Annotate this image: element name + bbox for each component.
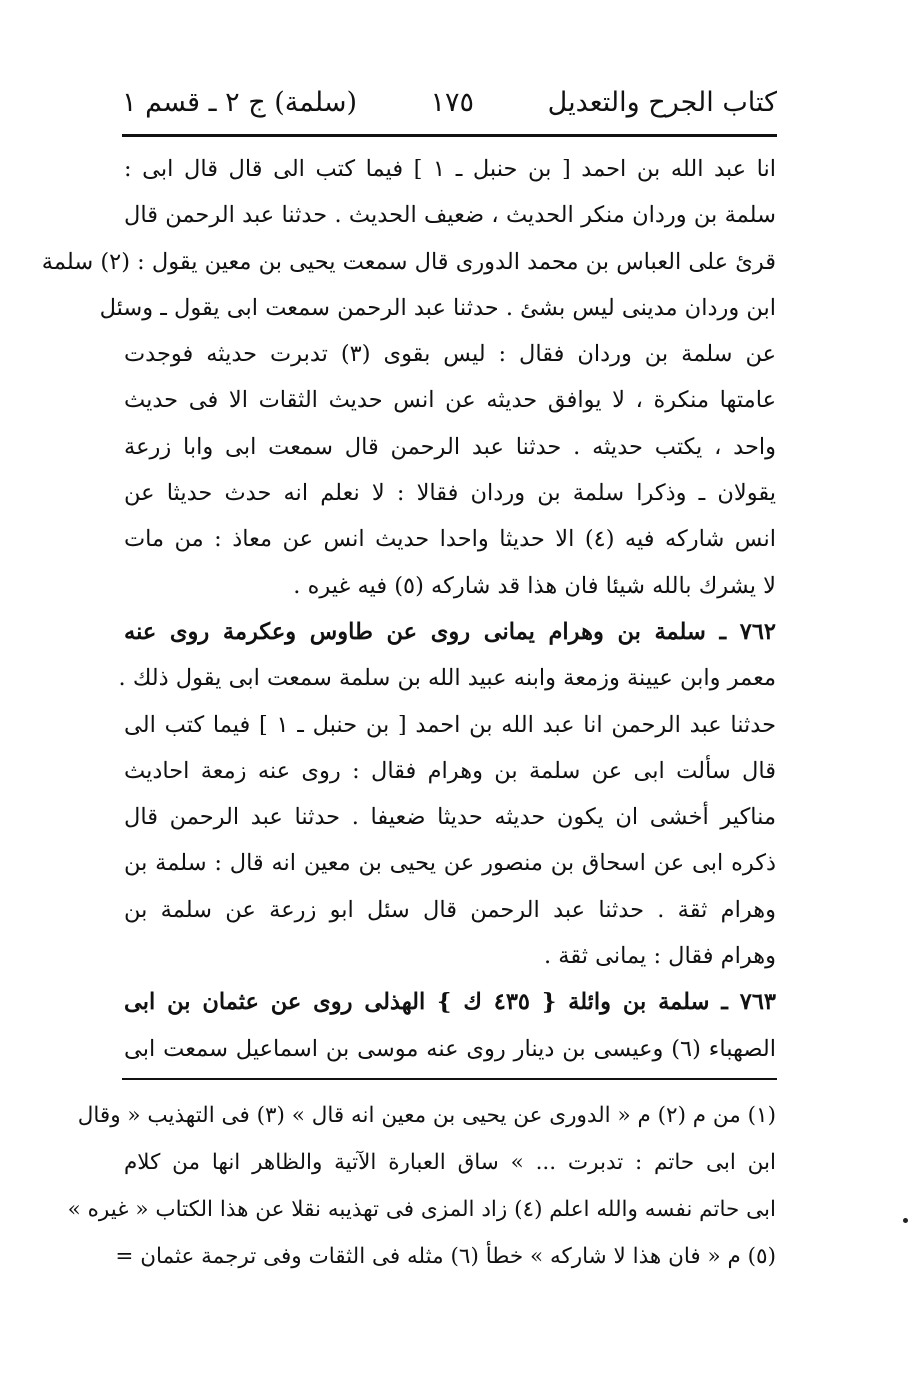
section-label: (سلمة) ج ٢ ـ قسم ١	[122, 86, 357, 118]
text-line: انس شاركه فيه (٤) الا حديثا واحدا حديث انس عن معاذ : من مات	[124, 526, 776, 553]
footnote-line: ابى حاتم نفسه والله اعلم (٤) زاد المزى فى تهذيبه نقلا عن هذا الكتاب « غيره »	[67, 1197, 776, 1222]
footnote-line: (٥) م « فان هذا لا شاركه » خطأ (٦) مثله فى الثقات وفى ترجمة عثمان =	[115, 1244, 776, 1269]
footnote-line: (١) من م (٢) م « الدورى عن يحيى بن معين انه قال » (٣) فى التهذيب « وقال	[77, 1103, 776, 1128]
footnote-line: ابن ابى حاتم : تدبرت ... » ساق العبارة الآتية والظاهر انها من كلام	[124, 1150, 776, 1175]
text-line: واحد ، يكتب حديثه . حدثنا عبد الرحمن قال سمعت ابى وابا زرعة	[124, 433, 776, 460]
text-line: وهرام فقال : يمانى ثقة .	[543, 943, 776, 970]
book-title: كتاب الجرح والتعديل	[547, 86, 777, 118]
text-line: قال سألت ابى عن سلمة بن وهرام فقال : روى عنه زمعة احاديث	[124, 757, 776, 784]
text-line: الصهباء (٦) وعيسى بن دينار روى عنه موسى بن اسماعيل سمعت ابى	[124, 1035, 776, 1062]
text-line: يقولان ـ وذكرا سلمة بن وردان فقالا : لا نعلم انه حدث حديثا عن	[124, 480, 776, 507]
main-text	[41, 146, 777, 1072]
page-number: ١٧٥	[430, 86, 475, 118]
footnotes	[67, 1092, 776, 1280]
text-line: لا يشرك بالله شيئا فان هذا قد شاركه (٥) فيه غيره .	[293, 572, 776, 599]
footnote-rule	[122, 1078, 777, 1080]
page-header	[122, 78, 777, 126]
text-line: مناكير أخشى ان يكون حديثه حديثا ضعيفا . حدثنا عبد الرحمن قال	[124, 804, 776, 831]
text-line: معمر وابن عيينة وزمعة وابنه عبيد الله بن سلمة سمعت ابى يقول ذلك .	[118, 665, 776, 692]
entry-763-heading: ٧٦٣ ـ سلمة بن وائلة { ٤٣٥ ك } الهذلى روى عن عثمان بن ابى	[124, 989, 777, 1016]
margin-speck	[903, 1218, 908, 1223]
text-line: سلمة بن وردان منكر الحديث ، ضعيف الحديث . حدثنا عبد الرحمن قال	[124, 202, 776, 229]
text-line: ذكره ابى عن اسحاق بن منصور عن يحيى بن معين انه قال : سلمة بن	[124, 850, 776, 877]
entry-762-heading: ٧٦٢ ـ سلمة بن وهرام يمانى روى عن طاوس وعكرمة روى عنه	[124, 618, 776, 645]
text-line: حدثنا عبد الرحمن انا عبد الله بن احمد [ بن حنبل ـ ١ ] فيما كتب الى	[124, 711, 776, 738]
text-line: قرئ على العباس بن محمد الدورى قال سمعت يحيى بن معين يقول : (٢) سلمة	[41, 248, 776, 275]
text-line: عامتها منكرة ، لا يوافق حديثه عن انس حديث الثقات الا فى حديث	[124, 387, 776, 414]
header-rule	[122, 134, 777, 137]
text-line: ابن وردان مدينى ليس بشئ . حدثنا عبد الرحمن سمعت ابى يقول ـ وسئل	[99, 294, 776, 321]
text-line: عن سلمة بن وردان فقال : ليس بقوى (٣) تدبرت حديثه فوجدت	[124, 341, 776, 368]
text-line: انا عبد الله بن احمد [ بن حنبل ـ ١ ] فيما كتب الى قال قال ابى :	[124, 156, 776, 182]
text-line: وهرام ثقة . حدثنا عبد الرحمن قال سئل ابو زرعة عن سلمة بن	[124, 896, 776, 923]
